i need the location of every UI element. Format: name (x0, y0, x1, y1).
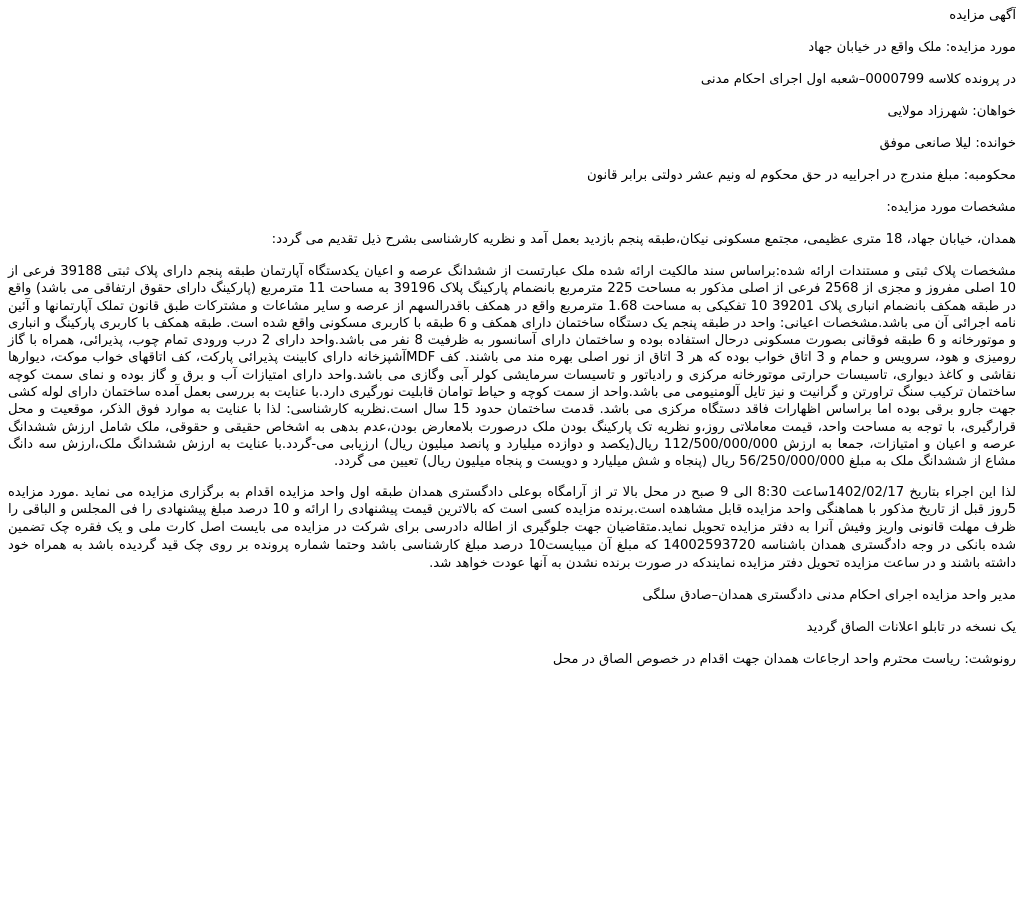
notice-title: آگهی مزایده (949, 8, 1016, 23)
spacer (8, 471, 1016, 484)
spacer (8, 250, 1016, 263)
spacer (8, 58, 1016, 70)
spacer (8, 186, 1016, 198)
property-address: همدان، خیابان جهاد، 18 متری عظیمی، مجتمع مسکونی نیکان،طبقه پنجم بازدید بعمل آمد و نظریه کارشناسی بشرح ذیل تقدیم می گردد: (271, 232, 1016, 247)
auction-notice-document (8, 0, 1016, 670)
defendant: خوانده: لیلا صانعی موفق (879, 136, 1016, 151)
specs-heading: مشخصات مورد مزایده: (886, 200, 1016, 215)
carbon-copy: رونوشت: ریاست محترم واحد ارجاعات همدان جهت اقدام در خصوص الصاق در محل (552, 651, 1016, 667)
spacer (8, 573, 1016, 586)
spacer (8, 90, 1016, 102)
property-description: مشخصات پلاک ثبتی و مستندات ارائه شده:براساس سند مالکیت ارائه شده ملک عبارتست از ششدانگ عرصه و اعیان یکدستگاه آپارتمان طبقه پنجم دارای پلاک ثبتی 39188 فرعی از 10 اصلی مفروز و مجزی از 2568 فرعی از اصلی مذکور به مساحت 225 مترمربع بانضمام پارکینگ پلاک 39196 به مساحت 11 مترمربع (پارکینگ دارای حقوق ارتفاقی می باشد) واقع در طبقه همکف بانضمام انباری پلاک 39201 10 تفکیکی به مساحت 1.68 مترمربع واقع در همکف باقدرالسهم از عرصه و سایر مشاعات و مشترکات طبق قانون تملک آپارتمانها و آئین نامه اجرائی آن می باشد.مشخصات اعیانی: واحد در طبقه پنجم یک دستگاه ساختمان دارای همکف و 6 طبقه با کاربری مسکونی واقع شده است. طبقه همکف با کاربری پارکینگ و انباری و موتورخانه و 6 طبقه فوقانی بصورت مسکونی درحال استفاده بوده و ساختمان دارای آسانسور به ظرفیت 8 نفر می باشد.واحد دارای 2 درب ورودی تمام چوب، پذیرائی، همراه با گاز رومیزی و هود، سرویس و حمام و 3 اتاق خواب بوده که هر 3 اتاق از نور اصلی بهره مند می باشند. کف MDFآشپزخانه دارای کابینت پذیرائی پارکت، کف اتاقهای خواب موکت، دیوارها نقاشی و کاغذ دیواری، تاسیسات حرارتی موتورخانه مرکزی و رادیاتور و تاسیسات سرمایشی کولر آبی وگازی می باشد.واحد دارای امتیازات آب و برق و گاز بوده و نمای سمت کوچه ساختمان ترکیب سنگ تراورتن و گرانیت و نیز تایل آلومنیومی می باشد.واحد از سمت کوچه و حیاط توامان قابلیت نورگیری دارد.با عنایت به بررسی بعمل آمده ساختمان دارای لوله کشی جهت جارو برقی بوده اما براساس اظهارات فاقد دستگاه مرکزی می باشد. قدمت ساختمان حدود 15 سال است.نظریه کارشناسی: لذا با عنایت به موارد فوق الذکر، موقعیت و محل قرارگیری، با توجه به مساحت واحد، قیمت معاملاتی روز،و نظریه تک پارکینگ بودن ملک درصورت بلامعارض بودن،عدم بدهی به اشخاص حقیقی و حقوقی، ملک شامل ارزش ششدانگ عرصه و اعیان و امتیازات، جمعا به ارزش 112/500/000/000 ریال(یکصد و دوازده میلیارد و پانصد میلیون ریال) ارزیابی می-گردد.با عنایت به ارزش ششدانگ ملک،ارزش سه دانگ مشاع از ششدانگ ملک به مبلغ 56/250/000/000 ریال (پنجاه و شش میلیارد و دویست و پنجاه میلیون ریال) تعیین می گردد. (8, 264, 1017, 470)
spacer (8, 26, 1016, 38)
manager-signature: مدیر واحد مزایده اجرای احکام مدنی دادگستری همدان–صادق سلگی (642, 587, 1016, 603)
spacer (8, 122, 1016, 134)
case-number: در پرونده کلاسه 0000799–شعبه اول اجرای احکام مدنی (700, 72, 1016, 87)
auction-subject: مورد مزایده: ملک واقع در خیابان جهاد (808, 40, 1016, 55)
condemned-amount: محکومبه: مبلغ مندرج در اجراییه در حق محکوم له ونیم عشر دولتی برابر قانون (586, 168, 1016, 183)
posting-note: یک نسخه در تابلو اعلانات الصاق گردید (806, 619, 1016, 635)
spacer (8, 638, 1016, 650)
spacer (8, 154, 1016, 166)
spacer (8, 606, 1016, 618)
spacer (8, 218, 1016, 230)
auction-terms: لذا این اجراء بتاریخ 1402/02/17ساعت 8:30 الی 9 صبح در محل بالا تر از آرامگاه بوعلی دادگستری همدان طبقه اول واحد مزایده اقدام به برگزاری مزایده می نماید .مورد مزایده 5روز قبل از تاریخ مذکور با هماهنگی واحد مزایده قابل مشاهده است.برنده مزایده کسی است که بالاترین قیمت پیشنهادی را ارائه و 10 درصد مبلغ پیشنهادی را فی المجلس و الباقی را ظرف مهلت قانونی واریز وفیش آنرا به دفتر مزایده تحویل نماید.متقاضیان جهت جلوگیری از اطاله دادرسی برای شرکت در مزایده می بایست اصل کارت ملی و یک فقره چک تضمین شده بانکی در وجه دادگستری همدان باشناسه 14002593720 که مبلغ آن میبایست10 درصد مبلغ کارشناسی باشد وحتما شماره پرونده بر روی چک قید گردیده باشد به همراه خود داشته باشند و در ساعت مزایده تحویل دفتر مزایده نمایندکه در صورت برنده نشدن به آنها عودت خواهد شد. (8, 484, 1016, 571)
plaintiff: خواهان: شهرزاد مولایی (887, 104, 1016, 119)
